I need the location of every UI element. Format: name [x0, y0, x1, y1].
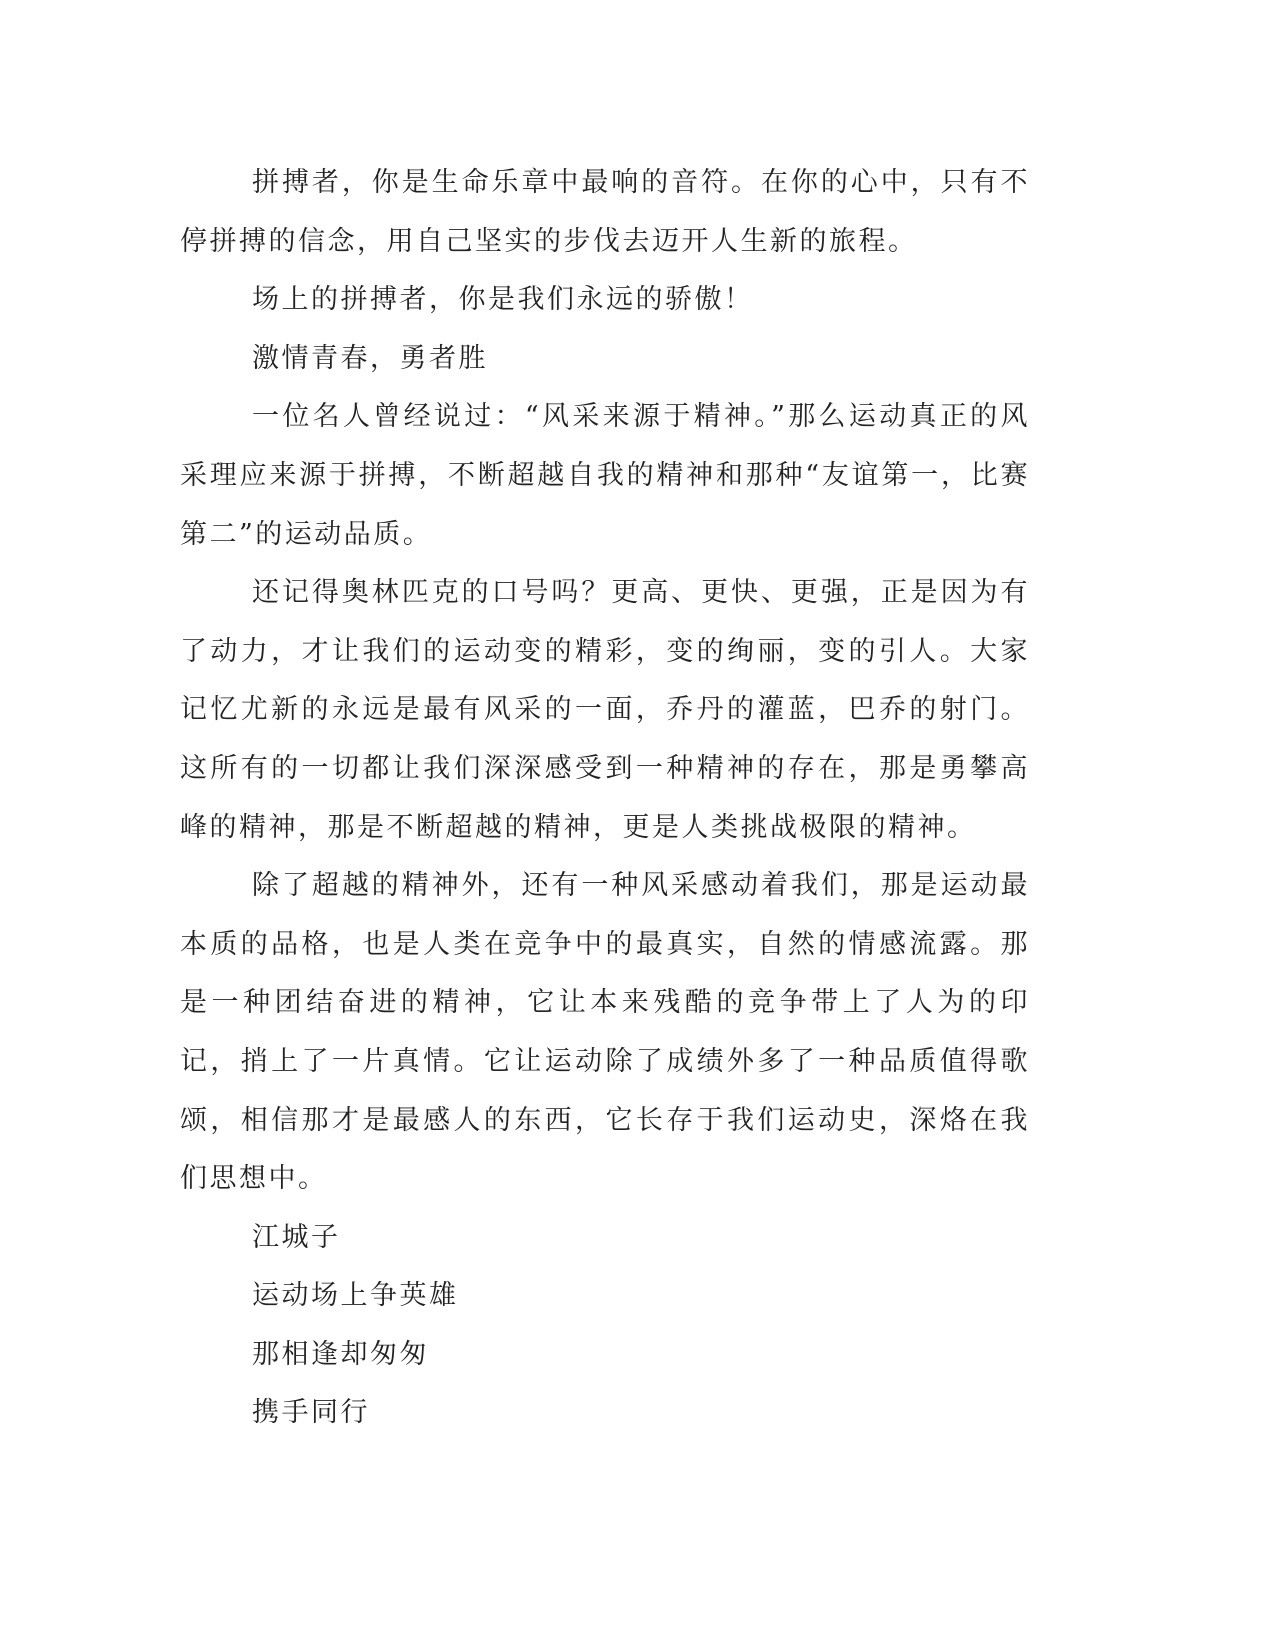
paragraph-4: 还记得奥林匹克的口号吗？更高、更快、更强，正是因为有了动力，才让我们的运动变的精彩，变的绚丽，变的引人。大家记忆尤新的永远是最有风采的一面，乔丹的灌蓝，巴乔的射门。这所有的一切都让我们深深感受到一种精神的存在，那是勇攀高峰的精神，那是不断超越的精神，更是人类挑战极限的精神。: [180, 577, 1030, 843]
poem-title: 江城子: [252, 1221, 341, 1253]
paragraph-1: 拼搏者，你是生命乐章中最响的音符。在你的心中，只有不停拼搏的信念，用自己坚实的步伐去迈开人生新的旅程。: [180, 167, 1030, 257]
poem-line-2: 那相逢却匆匆: [252, 1338, 429, 1370]
paragraph-5: 除了超越的精神外，还有一种风采感动着我们，那是运动最本质的品格，也是人类在竞争中的最真实，自然的情感流露。那是一种团结奋进的精神，它让本来残酷的竞争带上了人为的印记，捎上了一片真情。它让运动除了成绩外多了一种品质值得歌颂，相信那才是最感人的东西，它长存于我们运动史，深烙在我们思想中。: [180, 870, 1030, 1195]
poem-line-1: 运动场上争英雄: [252, 1280, 459, 1312]
paragraph-2: 场上的拼搏者，你是我们永远的骄傲！: [252, 284, 754, 316]
document-body: [180, 154, 1030, 1443]
poem-line-3: 携手同行: [252, 1397, 370, 1429]
paragraph-3: 一位名人曾经说过：“风采来源于精神。”那么运动真正的风采理应来源于拼搏，不断超越自我的精神和那种“友谊第一，比赛第二”的运动品质。: [180, 401, 1030, 550]
section-heading: 激情青春，勇者胜: [252, 342, 488, 374]
